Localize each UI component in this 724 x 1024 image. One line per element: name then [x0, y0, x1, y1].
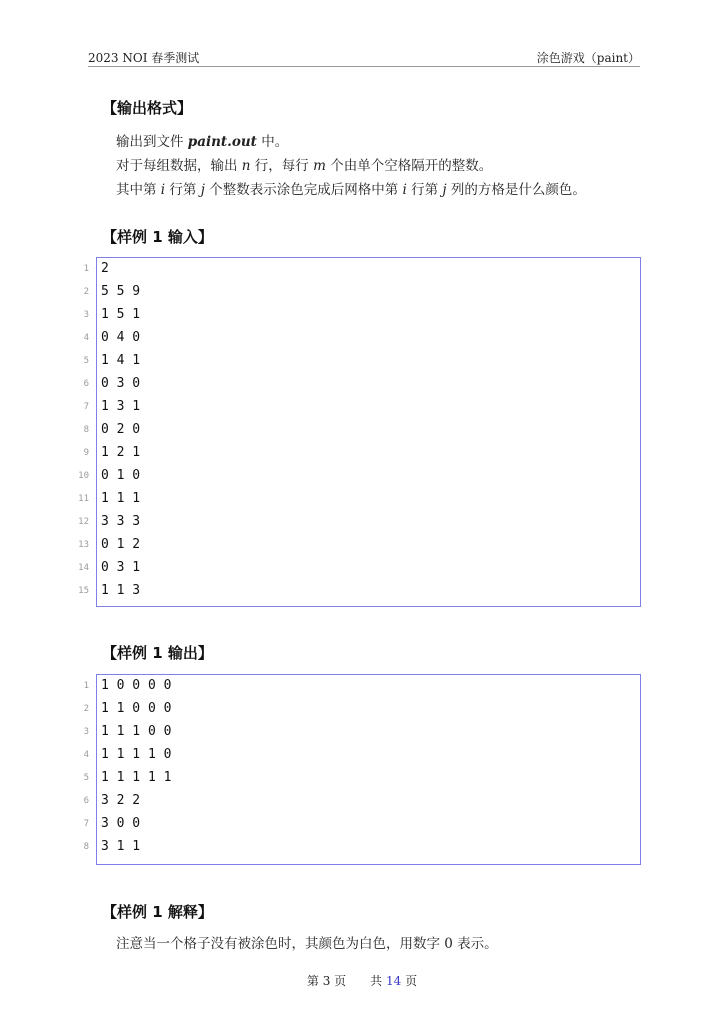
line-number: 9 [83, 448, 89, 458]
line-number: 1 [83, 264, 89, 274]
sample-input-line [78, 557, 640, 580]
line-number: 7 [83, 402, 89, 412]
sample-input-line-text: 1 4 1 [101, 353, 141, 368]
page-number: 3 [322, 974, 331, 988]
sample-input-line-text: 3 3 3 [101, 514, 141, 529]
sample-input-line-text: 1 1 3 [101, 583, 141, 598]
sample-output-line-text: 1 1 1 1 0 [101, 747, 172, 762]
line-number: 1 [83, 681, 89, 691]
sample-output-line [83, 790, 640, 813]
line-number: 13 [78, 540, 89, 550]
line-number: 5 [83, 356, 89, 366]
page-header [88, 48, 640, 67]
output-format-heading: 【输出格式】 [102, 99, 193, 117]
line-number: 4 [83, 750, 89, 760]
sample-output-line [83, 813, 640, 836]
line-number: 15 [78, 586, 89, 596]
sample-output-line-text: 3 1 1 [101, 839, 141, 854]
sample-input-line [78, 488, 640, 511]
line-number: 10 [78, 471, 89, 481]
sample-output-line [83, 675, 640, 698]
sample-input-line [83, 442, 640, 465]
line-number: 2 [83, 704, 89, 714]
sample-input-line-text: 0 1 2 [101, 537, 141, 552]
line-number: 8 [83, 842, 89, 852]
sample-input-line [83, 396, 640, 419]
sample-input-line [83, 350, 640, 373]
output-filename: paint.out [187, 134, 257, 150]
sample-output-line-text: 3 2 2 [101, 793, 141, 808]
header-contest-title: 2023 NOI 春季测试 [88, 51, 200, 65]
sample-output-line-text: 1 1 1 1 1 [101, 770, 172, 785]
sample-input-line [78, 534, 640, 557]
sample-input-heading: 【样例 1 输入】 [102, 228, 213, 246]
line-number: 3 [83, 727, 89, 737]
sample-input-line-text: 0 3 0 [101, 376, 141, 391]
line-number: 5 [83, 773, 89, 783]
line-number: 3 [83, 310, 89, 320]
sample-output-line [83, 744, 640, 767]
sample-output-line-text: 3 0 0 [101, 816, 141, 831]
total-pages-link[interactable]: 14 [386, 974, 402, 988]
page-footer: 第 3 页 共 14 页 [306, 974, 418, 988]
sample-input-line [83, 304, 640, 327]
sample-input-line-text: 2 [101, 261, 109, 276]
line-number: 4 [83, 333, 89, 343]
sample-output-line [83, 698, 640, 721]
sample-input-line [83, 281, 640, 304]
line-number: 11 [78, 494, 89, 504]
sample-output-line [83, 721, 640, 744]
sample-output-line [83, 836, 640, 859]
sample-input-line [83, 419, 640, 442]
line-number: 12 [78, 517, 89, 527]
sample-explanation-text: 注意当一个格子没有被涂色时，其颜色为白色，用数字 0 表示。 [116, 936, 498, 952]
sample-input-line [83, 258, 640, 281]
sample-output-line-text: 1 0 0 0 0 [101, 678, 172, 693]
sample-input-line-text: 0 1 0 [101, 468, 141, 483]
sample-input-line [78, 465, 640, 488]
sample-output-heading: 【样例 1 输出】 [102, 644, 213, 662]
sample-input-line [78, 511, 640, 534]
sample-input-code-block[interactable] [78, 257, 641, 607]
output-format-line-1: 输出到文件 paint.out 中。 [116, 134, 289, 150]
line-number: 6 [83, 379, 89, 389]
line-number: 7 [83, 819, 89, 829]
sample-input-line-text: 5 5 9 [101, 284, 141, 299]
sample-input-line-text: 1 5 1 [101, 307, 141, 322]
line-number: 8 [83, 425, 89, 435]
line-number: 6 [83, 796, 89, 806]
sample-input-line-text: 1 1 1 [101, 491, 141, 506]
sample-output-line [83, 767, 640, 790]
output-format-body [116, 130, 586, 202]
line-number: 14 [78, 563, 89, 573]
sample-input-line-text: 0 4 0 [101, 330, 141, 345]
sample-input-line-text: 0 2 0 [101, 422, 141, 437]
sample-output-line-text: 1 1 1 0 0 [101, 724, 172, 739]
header-problem-title: 涂色游戏（paint） [536, 51, 640, 65]
sample-output-code-block[interactable] [83, 674, 641, 865]
sample-input-line [83, 373, 640, 396]
sample-input-line-text: 1 3 1 [101, 399, 141, 414]
sample-input-line-text: 1 2 1 [101, 445, 141, 460]
sample-explanation-heading: 【样例 1 解释】 [102, 903, 213, 921]
sample-output-line-text: 1 1 0 0 0 [101, 701, 172, 716]
output-format-line-2: 对于每组数据，输出 n 行，每行 m 个由单个空格隔开的整数。 [116, 158, 493, 174]
sample-input-line [83, 327, 640, 350]
line-number: 2 [83, 287, 89, 297]
output-format-line-3: 其中第 i 行第 j 个整数表示涂色完成后网格中第 i 行第 j 列的方格是什么颜色。 [116, 182, 586, 198]
sample-input-line [78, 580, 640, 603]
sample-input-line-text: 0 3 1 [101, 560, 141, 575]
